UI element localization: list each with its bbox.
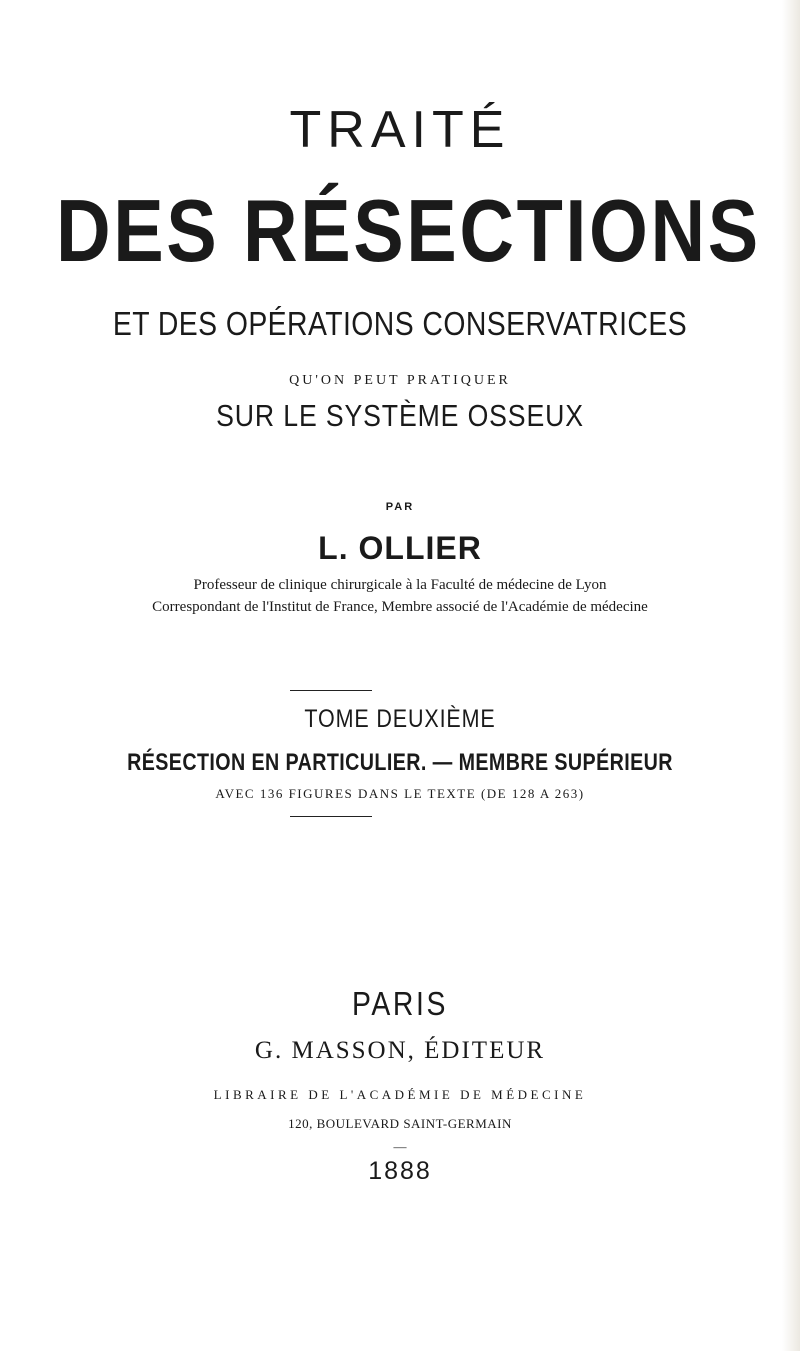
page-edge-shadow <box>782 0 800 1351</box>
volume-label: TOME DEUXIÈME <box>304 705 496 733</box>
imprint-year: 1888 <box>368 1157 432 1185</box>
author-affiliation-1: Professeur de clinique chirurgicale à la Faculté de médecine de Lyon <box>193 577 607 593</box>
imprint-libraire: LIBRAIRE DE L'ACADÉMIE DE MÉDECINE <box>213 1087 587 1102</box>
imprint-dash: — <box>393 1139 407 1154</box>
author-name: L. OLLIER <box>318 530 482 566</box>
author-affiliation-2: Correspondant de l'Institut de France, Membre associé de l'Académie de médecine <box>152 599 648 615</box>
imprint-city: PARIS <box>352 985 448 1022</box>
title-line-1: TRAITÉ <box>289 101 511 159</box>
divider-top <box>290 690 372 691</box>
title-line-4: QU'ON PEUT PRATIQUER <box>289 373 511 388</box>
divider-bottom <box>290 816 372 817</box>
title-line-2: DES RÉSECTIONS <box>56 181 761 280</box>
imprint-address: 120, BOULEVARD SAINT-GERMAIN <box>288 1116 512 1131</box>
imprint-publisher: G. MASSON, ÉDITEUR <box>254 1037 546 1064</box>
by-label: PAR <box>385 501 415 513</box>
figures-note: AVEC 136 FIGURES DANS LE TEXTE (DE 128 A 263) <box>215 786 585 801</box>
volume-subject: RÉSECTION EN PARTICULIER. — MEMBRE SUPÉRIEUR <box>127 749 673 776</box>
title-line-5: SUR LE SYSTÈME OSSEUX <box>216 398 584 433</box>
title-line-3: ET DES OPÉRATIONS CONSERVATRICES <box>112 305 688 342</box>
